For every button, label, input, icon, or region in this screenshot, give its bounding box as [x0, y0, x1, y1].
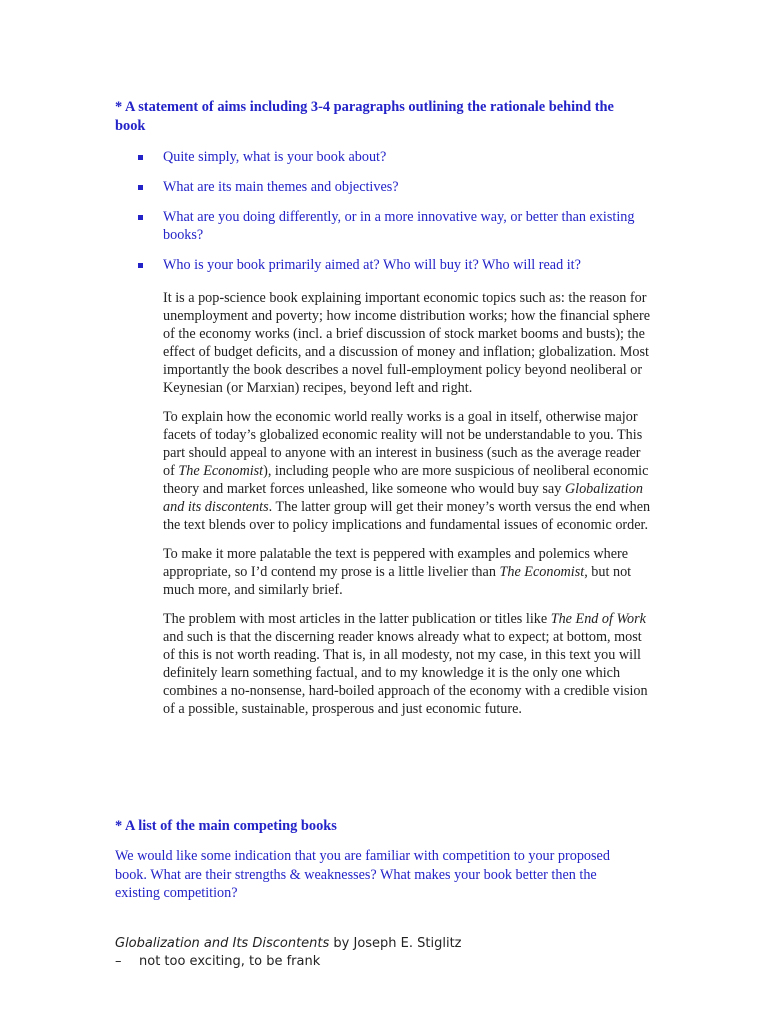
section-heading-aims: * A statement of aims including 3-4 paragraphs outlining the rationale behind the book — [115, 99, 614, 134]
paragraph-3 — [163, 545, 655, 599]
text-run: To make it more palatable the text is peppered with examples and polemics where appropriate, so I’d contend my prose is a little livelier than — [163, 546, 629, 580]
text-run: . The latter group will get their money’s worth versus the end when the text blends over to policy implications and fundamental issues of economic order. — [163, 499, 651, 533]
book-author: by Joseph E. Stiglitz — [329, 936, 462, 951]
list-item: What are you doing differently, or in a more innovative way, or better than existing books? — [163, 208, 638, 245]
competition-intro: We would like some indication that you are familiar with competition to your proposed book. What are their strengths & weaknesses? What makes your book better then the existing competition? — [115, 848, 610, 901]
book-reference — [115, 935, 615, 953]
text-run: The problem with most articles in the latter publication or titles like — [163, 611, 551, 627]
text-run: To explain how the economic world really works is a goal in itself, otherwise major facets of today’s globalized economic reality will not be understandable to you. This part should appeal to anyone with an interest in business (such as the average reader of — [163, 409, 643, 479]
dash-bullet: – — [115, 954, 122, 969]
italic-title: Globalization and its discontents — [163, 481, 643, 515]
competing-book-entry — [115, 935, 615, 971]
text-run: , but not much more, and similarly brief. — [163, 564, 632, 598]
list-item: Who is your book primarily aimed at? Who will buy it? Who will read it? — [163, 256, 638, 275]
paragraph-2 — [163, 408, 655, 534]
answer-body — [163, 289, 655, 729]
text-run: and such is that the discerning reader knows already what to expect; at bottom, most of this is not worth reading. That is, in all modesty, not my case, in this text you will definitely learn something factual, and to my knowledge it is the only one which combines a no-nonsense, hard-boiled approach of the economy with a credible vision of a possible, sustainable, prosperous and just economic future. — [163, 629, 648, 717]
italic-title: The End of Work — [550, 611, 646, 627]
book-title: Globalization and Its Discontents — [115, 936, 330, 951]
italic-title: The Economist — [499, 564, 585, 580]
paragraph-4 — [163, 610, 655, 718]
paragraph-1: It is a pop-science book explaining important economic topics such as: the reason for unemployment and poverty; how income distribution works; how the financial sphere of the economy works (incl. a brief discussion of stock market booms and busts); the effect of budget deficits, and a discussion of money and inflation; globalization. Most importantly the book describes a novel full-employment policy beyond neoliberal or Keynesian (or Marxian) recipes, beyond left and right. — [163, 290, 651, 396]
text-run: ), including people who are more suspicious of neoliberal economic theory and market forces unleashed, like someone who would buy say — [163, 463, 649, 497]
section-heading-competing-books: * A list of the main competing books — [115, 818, 337, 834]
book-comment — [115, 953, 615, 971]
question-list — [163, 148, 638, 286]
italic-title: The Economist — [178, 463, 264, 479]
list-item: Quite simply, what is your book about? — [163, 148, 638, 167]
comment-text: not too exciting, to be frank — [139, 954, 321, 969]
list-item: What are its main themes and objectives? — [163, 178, 638, 197]
